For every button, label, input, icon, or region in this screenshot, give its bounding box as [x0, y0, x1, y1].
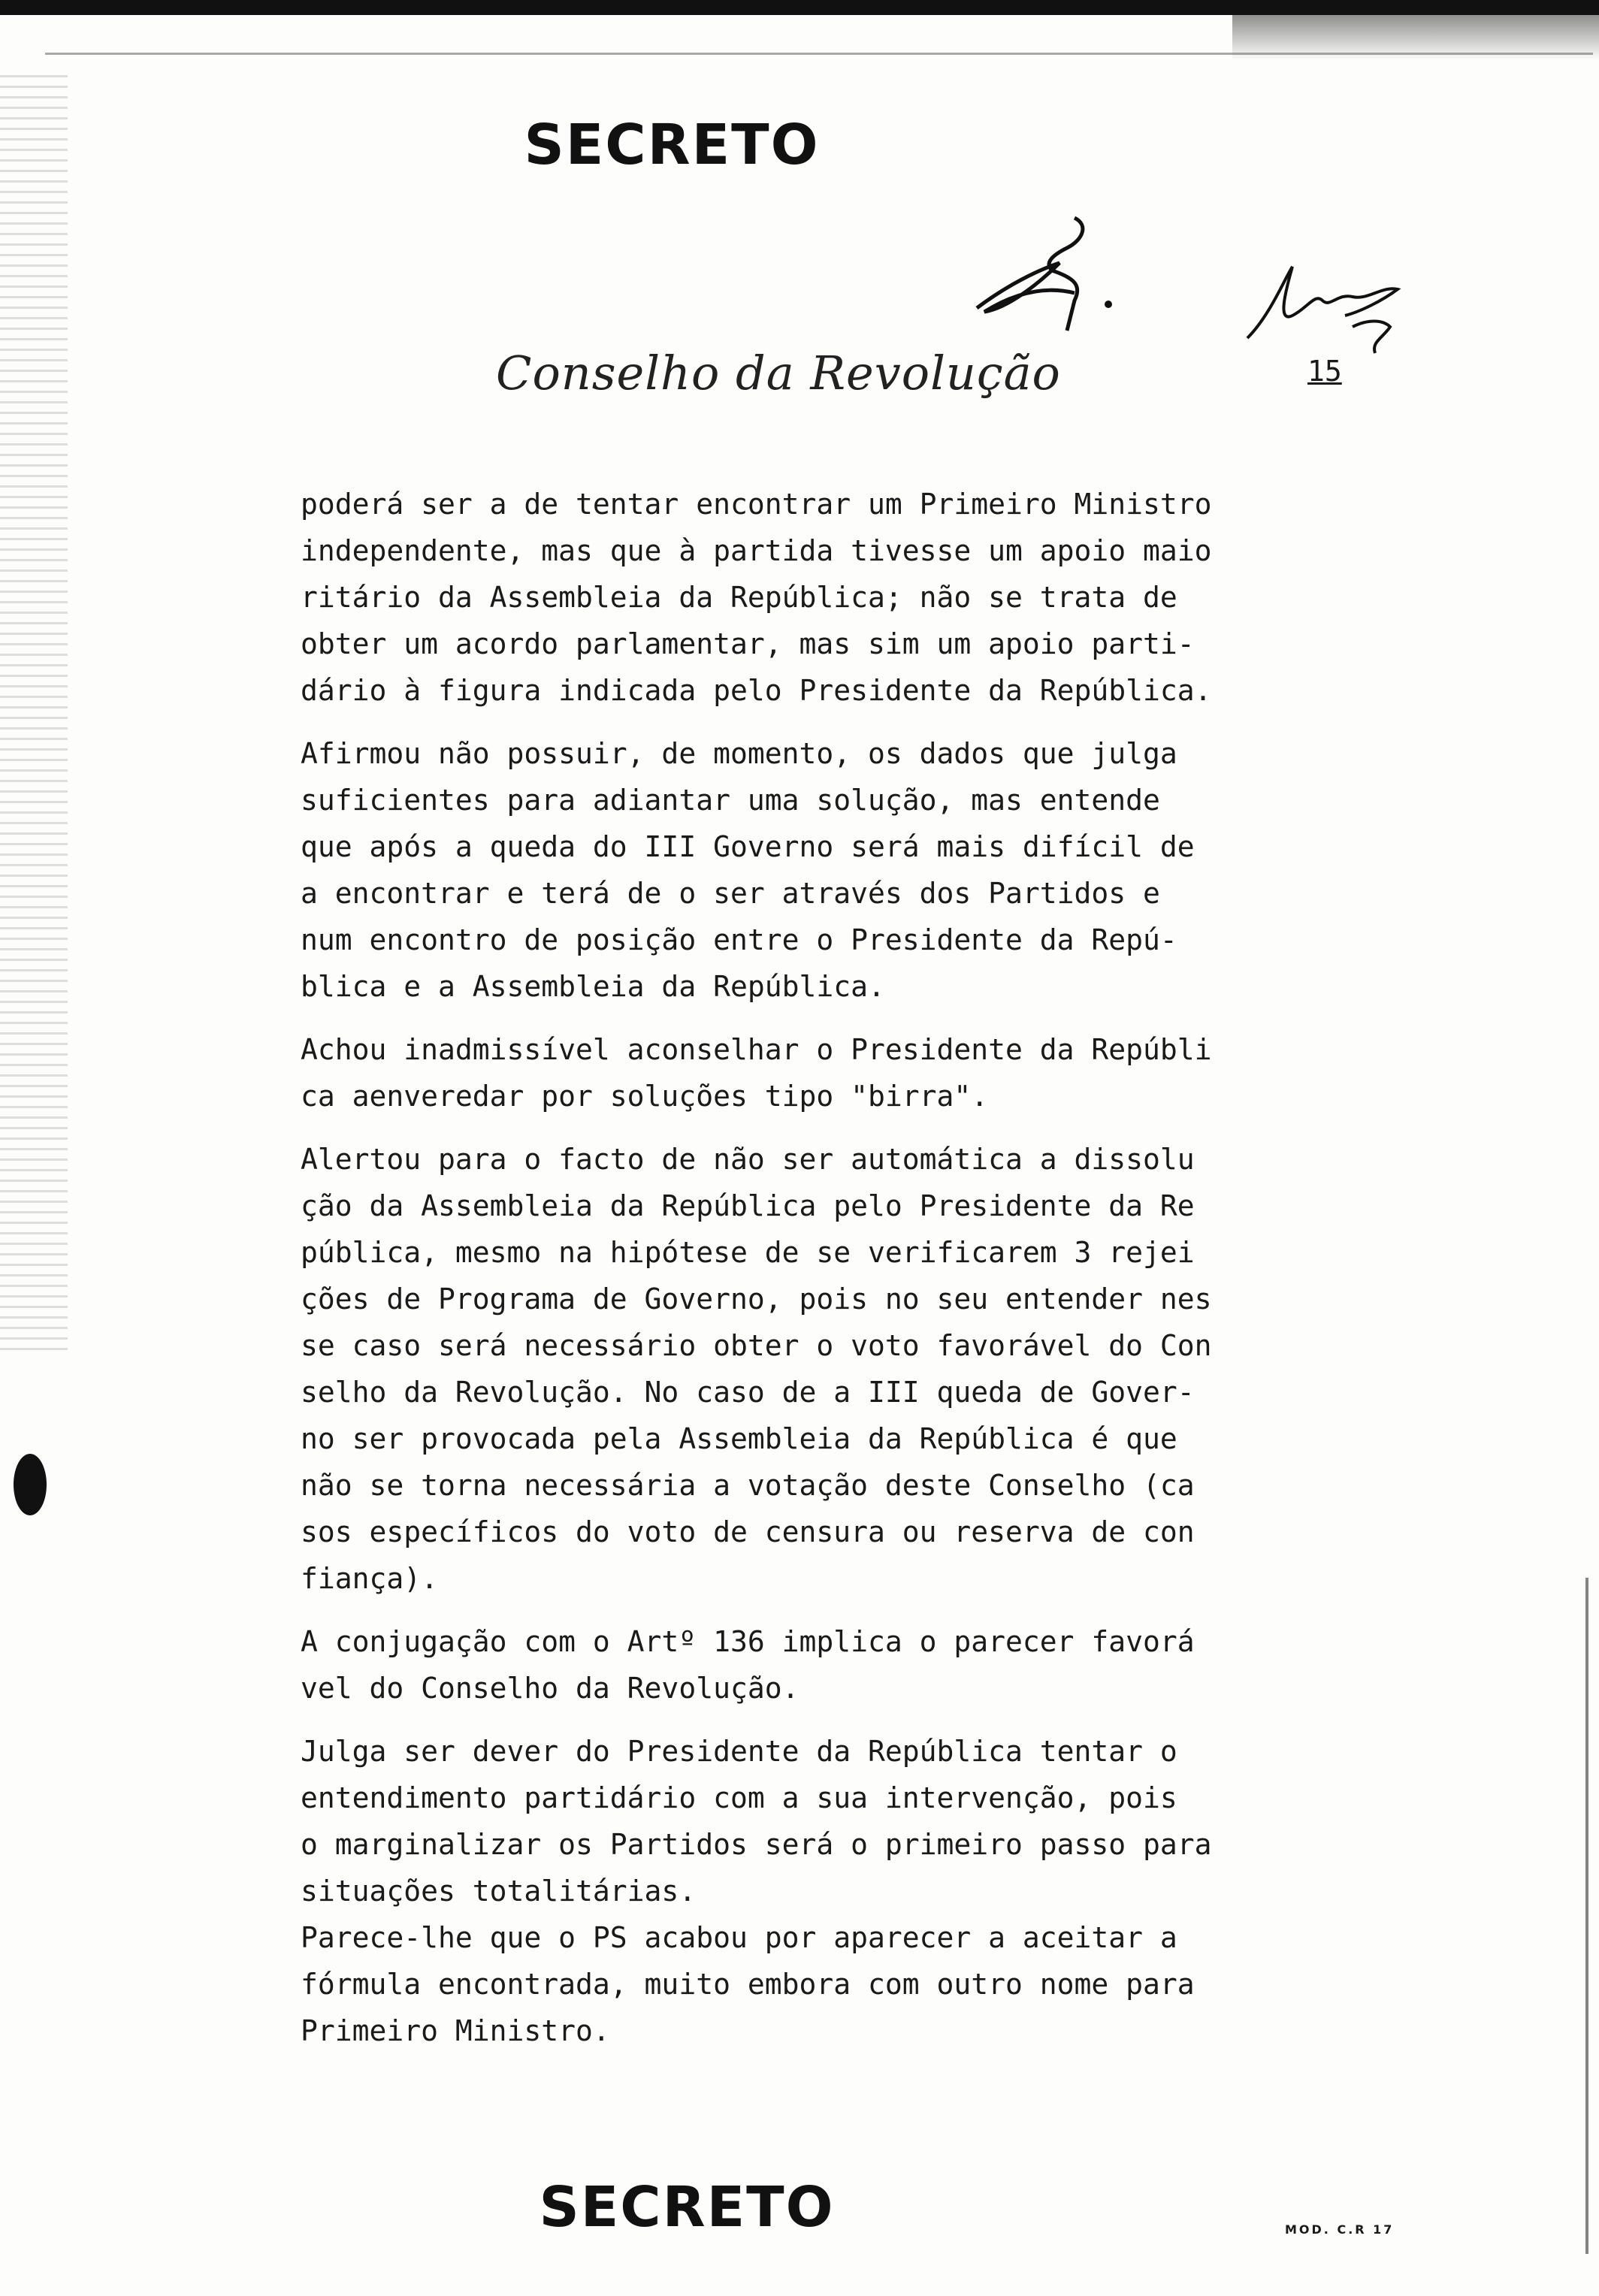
scan-top-edge [0, 0, 1599, 15]
scan-top-line [45, 53, 1593, 55]
classification-stamp-bottom: SECRETO [539, 2175, 835, 2240]
paragraph: poderá ser a de tentar encontrar um Primeiro Ministro independente, mas que à partida tivesse um apoio maio ritário da Assembleia da República; não se trata de obter um acordo parlamentar, mas sim um apoio parti- dário à figura indicada pelo Presidente da República. [301, 488, 1212, 707]
scan-right-edge [1585, 1578, 1588, 2254]
punch-hole [14, 1454, 47, 1515]
signature-right [1240, 255, 1413, 361]
paragraph: Julga ser dever do Presidente da República tentar o entendimento partidário com a sua intervenção, pois o marginalizar os Partidos será o primeiro passo para situações totalitárias. [301, 1735, 1212, 1908]
classification-stamp-top: SECRETO [524, 113, 820, 177]
paragraph: A conjugação com o Artº 136 implica o parecer favorá vel do Conselho da Revolução. [301, 1625, 1195, 1705]
signature-initials [962, 210, 1135, 338]
paragraph: Afirmou não possuir, de momento, os dados que julga suficientes para adiantar uma solução, mas entende que após a queda do III Governo será mais difícil de a encontrar e terá de o ser através dos Partidos e num encontro de posição entre o Presidente da Repú- blica e a Assembleia da República. [301, 737, 1195, 1003]
paragraph: Parece-lhe que o PS acabou por aparecer a aceitar a fórmula encontrada, muito embora com outro nome para Primeiro Ministro. [301, 1921, 1195, 2047]
letterhead-title: Conselho da Revolução [496, 346, 1061, 400]
page-number: 15 [1307, 355, 1342, 388]
scan-left-edge [0, 75, 68, 1352]
paragraph: Alertou para o facto de não ser automática a dissolu ção da Assembleia da República pelo Presidente da Re pública, mesmo na hipótese de se verificarem 3 rejei ções de Programa de Governo, pois no seu entender nes se caso será necessário obter o voto favorável do Con selho da Revolução. No caso de a III queda de Gover- no ser provocada pela Assembleia da República é que não se torna necessária a votação deste Conselho (ca sos específicos do voto de censura ou reserva de con fiança). [301, 1143, 1212, 1595]
form-code: MOD. C.R 17 [1285, 2222, 1395, 2237]
paragraph: Achou inadmissível aconselhar o Presidente da Repúbli ca aenveredar por soluções tipo "birra". [301, 1033, 1212, 1113]
document-body [301, 481, 1338, 2071]
